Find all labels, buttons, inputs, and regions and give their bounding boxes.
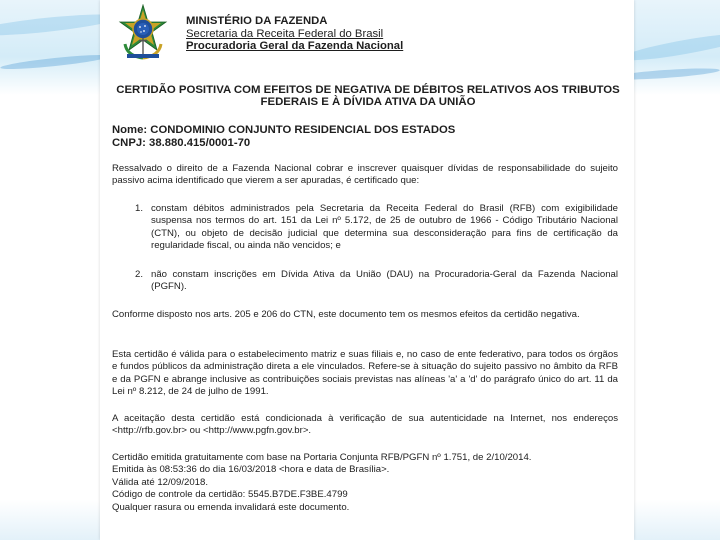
subject-name: Nome: CONDOMINIO CONJUNTO RESIDENCIAL DOS ESTADOS bbox=[112, 124, 456, 136]
issuance-datetime: Emitida às 08:53:36 do dia 16/03/2018 <hora e data de Brasília>. bbox=[112, 464, 390, 476]
issuance-basis: Certidão emitida gratuitamente com base na Portaria Conjunta RFB/PGFN nº 1.751, de 2/10/2014. bbox=[112, 452, 532, 463]
list-item-number: 2. bbox=[135, 269, 144, 280]
tamper-warning: Qualquer rasura ou emenda invalidará este documento. bbox=[112, 501, 350, 513]
authenticity-paragraph: A aceitação desta certidão está condicionada à verificação de sua autenticidade na Internet, nos endereços <http://rfb.gov.br> ou <http://www.pgfn.gov.br>. bbox=[112, 413, 618, 437]
control-code: Código de controle da certidão: 5545.B7DE.F3BE.4799 bbox=[112, 489, 348, 501]
list-item-text: não constam inscrições em Dívida Ativa da União (DAU) na Procuradoria-Geral da Fazenda Nacional (PGFN). bbox=[151, 269, 618, 293]
validity-paragraph: Esta certidão é válida para o estabelecimento matriz e suas filiais e, no caso de ente federativo, para todos os órgãos e fundos públicos da administração direta a ele vinculados. Refere-se à situação do sujeito passivo no âmbito da RFB e da PGFN e abrange inclusive as contribuições sociais previstas nas alíneas 'a' a 'd' do parágrafo único do art. 11 da Lei nº 8.212, de 24 de julho de 1991. bbox=[112, 349, 618, 398]
list-item bbox=[135, 269, 618, 294]
certificate-document bbox=[100, 0, 634, 540]
procuradoria-name: Procuradoria Geral da Fazenda Nacional bbox=[186, 40, 404, 53]
ctn-paragraph: Conforme disposto nos arts. 205 e 206 do CTN, este documento tem os mesmos efeitos da certidão negativa. bbox=[112, 309, 580, 320]
ministry-name: MINISTÉRIO DA FAZENDA bbox=[186, 15, 328, 27]
list-item-number: 1. bbox=[135, 203, 144, 214]
secretariat-name: Secretaria da Receita Federal do Brasil bbox=[186, 27, 384, 40]
validity-date: Válida até 12/09/2018. bbox=[112, 476, 209, 488]
institution-header bbox=[186, 15, 403, 53]
list-item bbox=[135, 203, 618, 253]
list-item-text: constam débitos administrados pela Secretaria da Receita Federal do Brasil (RFB) com exigibilidade suspensa nos termos do art. 151 da Lei nº 5.172, de 25 de outubro de 1966 - Código Tributário Nacional (CTN), ou objeto de decisão judicial que determina sua desconsideração para fins de certificação da regularidade fiscal, ou ainda não vencidos; e bbox=[151, 203, 618, 252]
brazil-coat-of-arms-icon bbox=[117, 4, 169, 60]
subject-cnpj: CNPJ: 38.880.415/0001-70 bbox=[112, 137, 251, 149]
subject-block bbox=[112, 124, 618, 150]
intro-paragraph: Ressalvado o direito de a Fazenda Nacional cobrar e inscrever quaisquer dívidas de responsabilidade do sujeito passivo acima identificado que vierem a ser apuradas, é certificado que: bbox=[112, 163, 618, 187]
certificate-title: CERTIDÃO POSITIVA COM EFEITOS DE NEGATIVA DE DÉBITOS RELATIVOS AOS TRIBUTOS FEDERAIS E À DÍVIDA ATIVA DA UNIÃO bbox=[116, 84, 620, 109]
issuance-footer bbox=[112, 452, 618, 514]
